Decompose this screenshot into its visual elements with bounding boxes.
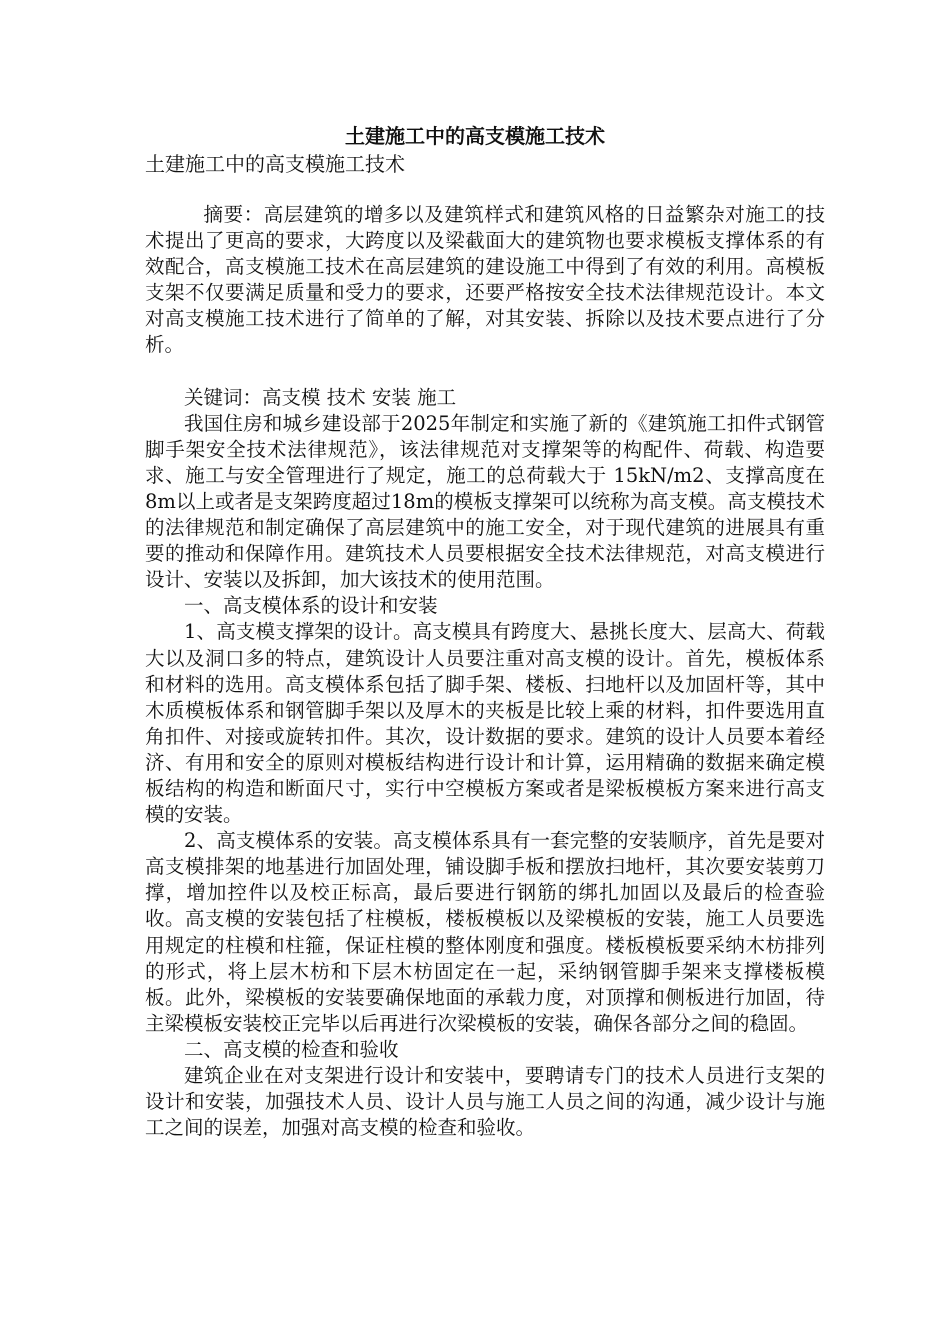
paragraph-spacer (145, 359, 825, 385)
section-heading-2: 二、高支模的检查和验收 (184, 1037, 399, 1061)
abstract-paragraph: 摘要：高层建筑的增多以及建筑样式和建筑风格的日益繁杂对施工的技术提出了更高的要求，大跨度以及梁截面大的建筑物也要求模板支撑体系的有效配合，高支模施工技术在高层建筑的建设施工中得到了有效的利用。高模板支架不仅要满足质量和受力的要求，还要严格按安全技术法律规范设计。本文对高支模施工技术进行了简单的了解，对其安装、拆除以及技术要点进行了分析。 (145, 203, 825, 357)
design-paragraph: 1、高支模支撑架的设计。高支模具有跨度大、悬挑长度大、层高大、荷载大以及洞口多的特点，建筑设计人员要注重对高支模的设计。首先，模板体系和材料的选用。高支模体系包括了脚手架、楼板、扫地杆以及加固杆等，其中木质模板体系和钢管脚手架以及厚木的夹板是比较上乘的材料，扣件要选用直角扣件、对接或旋转扣件。其次，设计数据的要求。建筑的设计人员要本着经济、有用和安全的原则对模板结构进行设计和计算，运用精确的数据来确定模板结构的构造和断面尺寸，实行中空模板方案或者是梁板模板方案来进行高支模的安装。 (145, 620, 825, 827)
intro-paragraph: 我国住房和城乡建设部于2025年制定和实施了新的《建筑施工扣件式钢管脚手架安全技术法律规范》，该法律规范对支撑架等的构配件、荷载、构造要求、施工与安全管理进行了规定，施工的总荷载大于 15kN/m2、支撑高度在8m以上或者是支架跨度超过18m的模板支撑架可以统称为高支模。高支模技术的法律规范和制定确保了高层建筑中的施工安全，对于现代建筑的进展具有重要的推动和保障作用。建筑技术人员要根据安全技术法律规范，对高支模进行设计、安装以及拆卸，加大该技术的使用范围。 (145, 411, 825, 592)
document-subtitle: 土建施工中的高支模施工技术 (145, 152, 405, 176)
installation-paragraph: 2、高支模体系的安装。高支模体系具有一套完整的安装顺序，首先是要对高支模排架的地基进行加固处理，铺设脚手板和摆放扫地杆，其次要安装剪刀撑，增加控件以及校正标高，最后要进行钢筋的绑扎加固以及最后的检查验收。高支模的安装包括了柱模板，楼板模板以及梁模板的安装，施工人员要选用规定的柱模和柱箍，保证柱模的整体刚度和强度。楼板模板要采纳木枋排列的形式，将上层木枋和下层木枋固定在一起，采纳钢管脚手架来支撑楼板模板。此外，梁模板的安装要确保地面的承载力度，对顶撑和侧板进行加固，待主梁模板安装校正完毕以后再进行次梁模板的安装，确保各部分之间的稳固。 (145, 829, 825, 1035)
document-body (145, 202, 825, 1141)
inspection-paragraph: 建筑企业在对支架进行设计和安装中，要聘请专门的技术人员进行支架的设计和安装，加强技术人员、设计人员与施工人员之间的沟通，减少设计与施工之间的误差，加强对高支模的检查和验收。 (145, 1064, 825, 1140)
keywords-line: 关键词：高支模 技术 安装 施工 (184, 385, 457, 409)
document-title: 土建施工中的高支模施工技术 (345, 124, 605, 148)
section-heading-1: 一、高支模体系的设计和安装 (184, 594, 438, 618)
